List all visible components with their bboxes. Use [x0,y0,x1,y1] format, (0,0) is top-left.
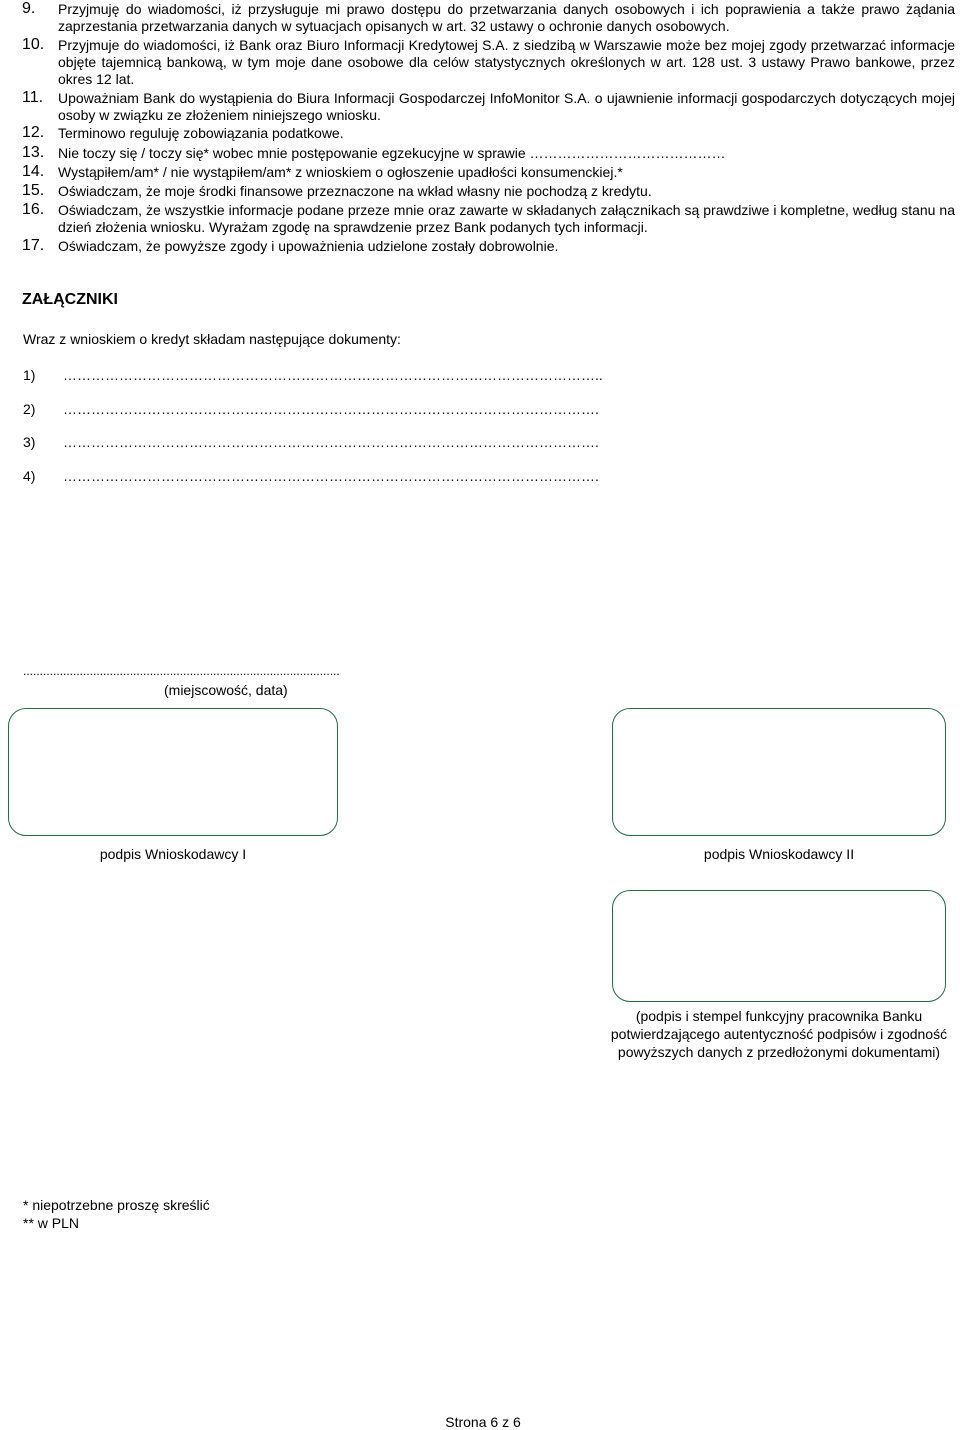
clause-number: 9. [22,0,36,17]
attachment-field[interactable]: ……………………………………………………………………………………………………. [63,468,599,484]
clause-text: Oświadczam, że moje środki finansowe przeznaczone na wkład własny nie pochodzą z kredytu. [58,183,652,199]
signature-box-applicant-1[interactable] [8,708,338,836]
clause-text: Przyjmuje do wiadomości, iż Bank oraz Biuro Informacji Kredytowej S.A. z siedzibą w Warszawie może bez mojej zgody przetwarzać informacje objęte tajemnicą bankową, w tym moje dane osobowe dla celów statystycznych określonych w art. 128 ust. 3 ustawy Prawo bankowe, przez okres 12 lat. [58,37,955,87]
clause-text: Oświadczam, że powyższe zgody i upoważnienia udzielone zostały dobrowolnie. [58,238,559,254]
attachment-row [23,468,599,484]
bank-caption-line: (podpis i stempel funkcyjny pracownika Banku [635,1008,923,1024]
clause-text: Przyjmuję do wiadomości, iż przysługuje mi prawo dostępu do przetwarzania danych osobowych i ich poprawienia a także prawo żądania zaprzestania przetwarzania danych w sytuacjach opisanych w art. 32 ustawy o ochronie danych osobowych. [58,1,955,34]
attachment-field[interactable]: ……………………………………………………………………………………………………. [63,434,599,450]
attachment-field[interactable]: …………………………………………………………………………………………………….. [63,367,603,383]
clause-text: Upoważniam Bank do wystąpienia do Biura Informacji Gospodarczej InfoMonitor S.A. o ujawnienie informacji gospodarczych dotyczących mojej osoby w związku ze złożeniem niniejszego wniosku. [58,90,955,123]
place-date-label: (miejscowość, data) [164,682,288,698]
attachment-row [23,367,603,383]
bank-caption-line: potwierdzającego autentyczność podpisów i zgodność [610,1026,948,1042]
attachment-row [23,401,599,417]
place-date-field[interactable]: ............................................................................................... [23,664,340,678]
clause-text: Wystąpiłem/am* / nie wystąpiłem/am* z wnioskiem o ogłoszenie upadłości konsumenckiej.* [58,164,623,180]
clause-number: 14. [22,163,45,180]
attachment-row [23,434,599,450]
footnote-double-star: ** w PLN [23,1215,80,1231]
attachment-label: 4) [23,468,36,484]
signature-box-bank-employee[interactable] [612,890,946,1002]
clause-text: Oświadczam, że wszystkie informacje podane przeze mnie oraz zawarte w składanych załącznikach są prawdziwe i kompletne, według stanu na dzień złożenia wniosku. Wyrażam zgodę na sprawdzenie przez Bank podanych tych informacji. [58,202,955,235]
attachment-field[interactable]: ……………………………………………………………………………………………………. [63,401,599,417]
attachment-label: 1) [23,367,36,383]
attachments-heading: ZAŁĄCZNIKI [22,291,118,308]
signature-caption-applicant-2: podpis Wnioskodawcy II [703,846,855,862]
attachments-intro: Wraz z wnioskiem o kredyt składam następujące dokumenty: [23,331,401,347]
clause-number: 12. [22,124,45,141]
signature-box-applicant-2[interactable] [612,708,946,836]
clause-number: 10. [22,36,45,53]
clause-number: 16. [22,201,45,218]
clause-text: Terminowo reguluję zobowiązania podatkowe. [58,125,344,141]
bank-signature-caption [597,1007,960,1061]
page-number: Strona 6 z 6 [445,1414,521,1430]
clause-text: Nie toczy się / toczy się* wobec mnie postępowanie egzekucyjne w sprawie …………………………………… [58,145,726,161]
attachment-label: 2) [23,401,36,417]
clause-number: 17. [22,237,45,254]
signature-caption-applicant-1: podpis Wnioskodawcy I [99,846,247,862]
footnote-star: * niepotrzebne proszę skreślić [23,1197,210,1213]
attachment-label: 3) [23,434,36,450]
clause-number: 15. [22,182,45,199]
clause-number: 13. [22,144,45,161]
bank-caption-line: powyższych danych z przedłożonymi dokumentami) [617,1044,941,1060]
clause-number: 11. [22,89,44,106]
